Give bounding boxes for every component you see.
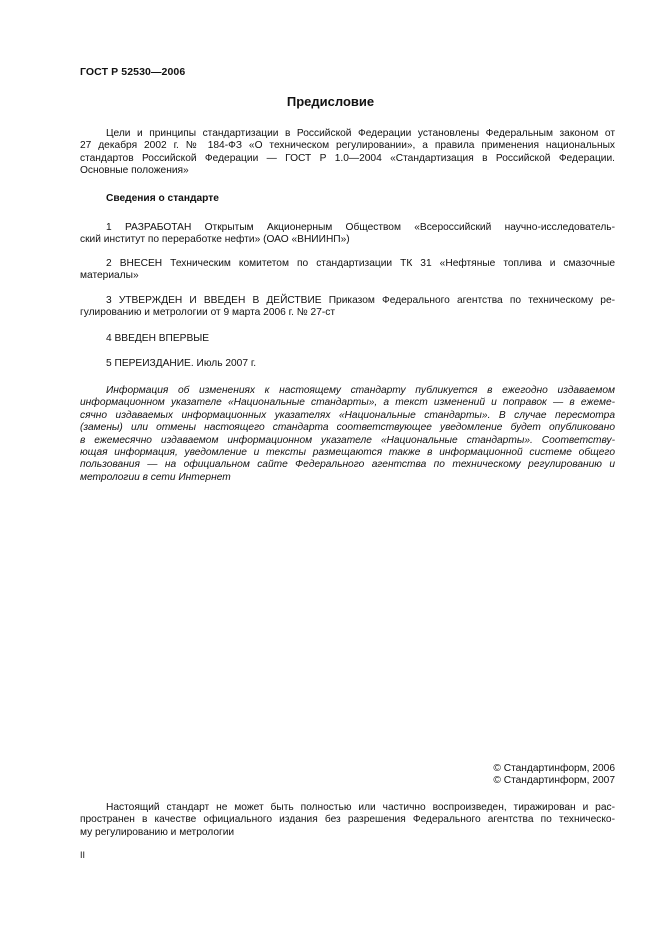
text-line: 4 ВВЕДЕН ВПЕРВЫЕ [106,333,210,344]
intro-paragraph [80,128,615,178]
text-line: пространен в качестве официального издания без разрешения Федерального агентства по техническо- [80,814,615,826]
copyright-block [493,763,615,788]
text-line: му регулированию и метрологии [80,826,235,838]
item-3-paragraph [80,295,615,320]
page-title: Предисловие [286,94,375,109]
section-subtitle: Сведения о стандарте [106,193,219,204]
text-line: ющая информация, уведомление и тексты размещаются также в информационной системе общего [80,447,615,459]
page-number: II [80,850,86,860]
text-line: в ежемесячно издаваемом информационном указателе «Национальные стандарты». Соответству- [80,434,615,446]
text-line: метрологии в сети Интернет [80,471,231,483]
item-1-paragraph [80,222,615,247]
text-line: (замены) или отмены настоящего стандарта соответствующее уведомление будет опубликовано [80,422,615,434]
text-line: сячно издаваемых информационных указателях «Национальные стандарты». В случае пересмотра [80,409,615,421]
notice-paragraph [80,802,615,839]
item-4-paragraph [80,333,615,345]
text-line: 27 декабря 2002 г. № 184-ФЗ «О техническом регулировании», а правила применения национальных [80,140,615,152]
text-line: пользования — на официальном сайте Федерального агентства по техническому регулированию и [80,459,615,471]
text-line: Основные положения» [80,165,189,177]
text-line: 5 ПЕРЕИЗДАНИЕ. Июль 2007 г. [106,358,257,369]
copyright-line: © Стандартинформ, 2007 [493,775,615,787]
item-2-paragraph [80,258,615,283]
text-line: ский институт по переработке нефти» (ОАО «ВНИИНП») [80,234,350,246]
copyright-line: © Стандартинформ, 2006 [493,763,615,774]
text-line: Информация об изменениях к настоящему стандарту публикуется в ежегодно издаваемом [106,385,615,396]
text-line: гулированию и метрологии от 9 марта 2006 г. № 27-ст [80,307,336,319]
info-paragraph [80,385,615,484]
text-line: Цели и принципы стандартизации в Российской Федерации установлены Федеральным законом от [106,128,615,139]
document-number-header: ГОСТ Р 52530—2006 [80,66,186,78]
text-line: 3 УТВЕРЖДЕН И ВВЕДЕН В ДЕЙСТВИЕ Приказом Федерального агентства по техническому ре- [106,295,615,306]
text-line: материалы» [80,270,139,282]
text-line: Настоящий стандарт не может быть полностью или частично воспроизведен, тиражирован и рас- [106,802,615,813]
text-line: 1 РАЗРАБОТАН Открытым Акционерным Обществом «Всероссийский научно-исследователь- [106,222,615,233]
item-5-paragraph [80,358,615,370]
text-line: 2 ВНЕСЕН Техническим комитетом по стандартизации ТК 31 «Нефтяные топлива и смазочные [106,258,615,269]
text-line: стандартов Российской Федерации — ГОСТ Р 1.0—2004 «Стандартизация в Российской Федерации. [80,152,615,164]
text-line: информационном указателе «Национальные стандарты», а текст изменений и поправок — в ежеме- [80,397,615,409]
